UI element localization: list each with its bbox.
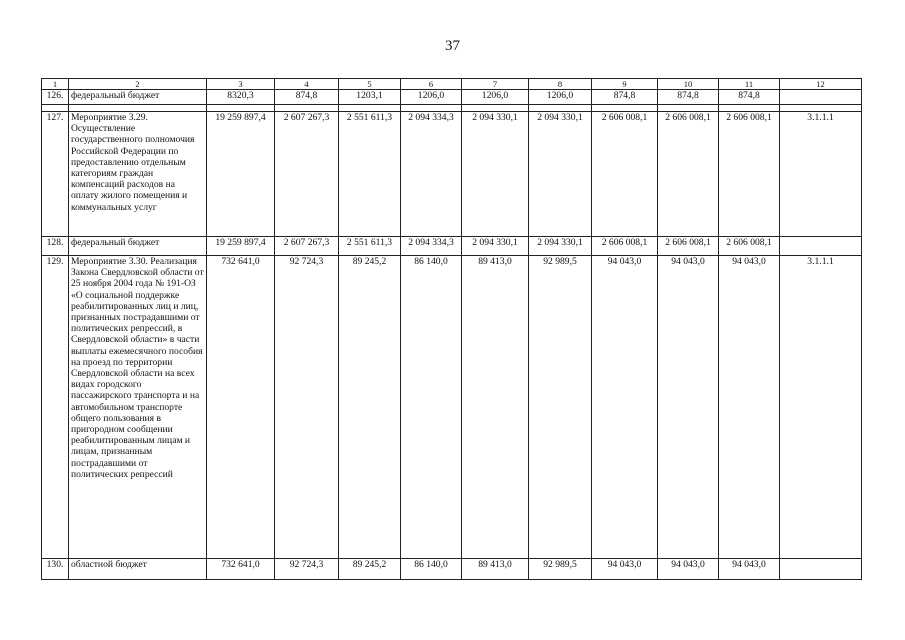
cell-value: 94 043,0 — [719, 256, 780, 559]
column-number: 6 — [401, 79, 462, 90]
column-number: 9 — [592, 79, 658, 90]
cell-value: 86 140,0 — [401, 256, 462, 559]
row-name: Мероприятие 3.30. Реализация Закона Свердловской области от 25 ноября 2004 года № 191-ОЗ «О социальной поддержке реабилитированных лиц и лиц, признанных пострадавшими от политических репрессий, в Свердловской области» в части выплаты ежемесячного пособия на проезд по территории Свердловской области на всех видах городского пассажирского транспорта и на автомобильном транспорте общего пользования в пригородном сообщении реабилитированным лицам и лицам, признанным пострадавшими от политических репрессий — [69, 256, 207, 559]
cell-value: 19 259 897,4 — [207, 112, 275, 237]
row-code — [780, 559, 862, 580]
table-row — [42, 90, 862, 105]
cell-value: 94 043,0 — [658, 559, 719, 580]
cell-value: 874,8 — [275, 90, 339, 105]
cell-value: 2 606 008,1 — [658, 112, 719, 237]
row-number: 127. — [42, 112, 69, 237]
cell-value: 874,8 — [719, 90, 780, 105]
cell-value: 2 094 330,1 — [462, 237, 529, 256]
cell-value: 2 606 008,1 — [719, 237, 780, 256]
row-code — [780, 237, 862, 256]
column-number: 10 — [658, 79, 719, 90]
cell-value: 89 413,0 — [462, 559, 529, 580]
row-spacer — [42, 105, 862, 112]
column-number: 2 — [69, 79, 207, 90]
row-name: Мероприятие 3.29. Осуществление государственного полномочия Российской Федерации по предоставлению отдельным категориям граждан компенсаций расходов на оплату жилого помещения и коммунальных услуг — [69, 112, 207, 237]
column-number: 12 — [780, 79, 862, 90]
cell-value: 874,8 — [658, 90, 719, 105]
budget-table — [41, 78, 862, 580]
column-number: 8 — [529, 79, 592, 90]
cell-value: 86 140,0 — [401, 559, 462, 580]
row-number: 129. — [42, 256, 69, 559]
cell-value: 2 606 008,1 — [592, 237, 658, 256]
column-number: 1 — [42, 79, 69, 90]
cell-value: 2 606 008,1 — [658, 237, 719, 256]
cell-value: 2 551 611,3 — [339, 112, 401, 237]
cell-value: 89 413,0 — [462, 256, 529, 559]
column-number: 7 — [462, 79, 529, 90]
column-number: 4 — [275, 79, 339, 90]
cell-value: 2 094 330,1 — [462, 112, 529, 237]
cell-value: 1206,0 — [462, 90, 529, 105]
cell-value: 1206,0 — [529, 90, 592, 105]
table-row — [42, 559, 862, 580]
row-code: 3.1.1.1 — [780, 112, 862, 237]
cell-value: 94 043,0 — [719, 559, 780, 580]
cell-value: 92 989,5 — [529, 559, 592, 580]
cell-value: 2 094 334,3 — [401, 237, 462, 256]
row-number: 126. — [42, 90, 69, 105]
cell-value: 94 043,0 — [592, 256, 658, 559]
cell-value: 2 094 330,1 — [529, 112, 592, 237]
page-number: 37 — [445, 38, 460, 54]
cell-value: 2 606 008,1 — [719, 112, 780, 237]
row-name: областной бюджет — [69, 559, 207, 580]
table-row — [42, 237, 862, 256]
row-number: 130. — [42, 559, 69, 580]
cell-value: 92 724,3 — [275, 256, 339, 559]
cell-value: 874,8 — [592, 90, 658, 105]
cell-value: 1206,0 — [401, 90, 462, 105]
cell-value: 732 641,0 — [207, 256, 275, 559]
cell-value: 92 989,5 — [529, 256, 592, 559]
cell-value: 94 043,0 — [592, 559, 658, 580]
cell-value: 1203,1 — [339, 90, 401, 105]
cell-value: 2 607 267,3 — [275, 237, 339, 256]
row-number: 128. — [42, 237, 69, 256]
table-row — [42, 112, 862, 237]
cell-value: 94 043,0 — [658, 256, 719, 559]
cell-value: 89 245,2 — [339, 559, 401, 580]
row-name: федеральный бюджет — [69, 237, 207, 256]
cell-value: 2 094 330,1 — [529, 237, 592, 256]
column-number: 3 — [207, 79, 275, 90]
cell-value: 8320,3 — [207, 90, 275, 105]
row-code — [780, 90, 862, 105]
row-code: 3.1.1.1 — [780, 256, 862, 559]
cell-value: 2 607 267,3 — [275, 112, 339, 237]
cell-value: 2 606 008,1 — [592, 112, 658, 237]
cell-value: 19 259 897,4 — [207, 237, 275, 256]
column-number: 11 — [719, 79, 780, 90]
cell-value: 732 641,0 — [207, 559, 275, 580]
column-number-row — [42, 79, 862, 90]
column-number: 5 — [339, 79, 401, 90]
cell-value: 92 724,3 — [275, 559, 339, 580]
cell-value: 2 551 611,3 — [339, 237, 401, 256]
cell-value: 2 094 334,3 — [401, 112, 462, 237]
cell-value: 89 245,2 — [339, 256, 401, 559]
row-name: федеральный бюджет — [69, 90, 207, 105]
table-row — [42, 256, 862, 559]
